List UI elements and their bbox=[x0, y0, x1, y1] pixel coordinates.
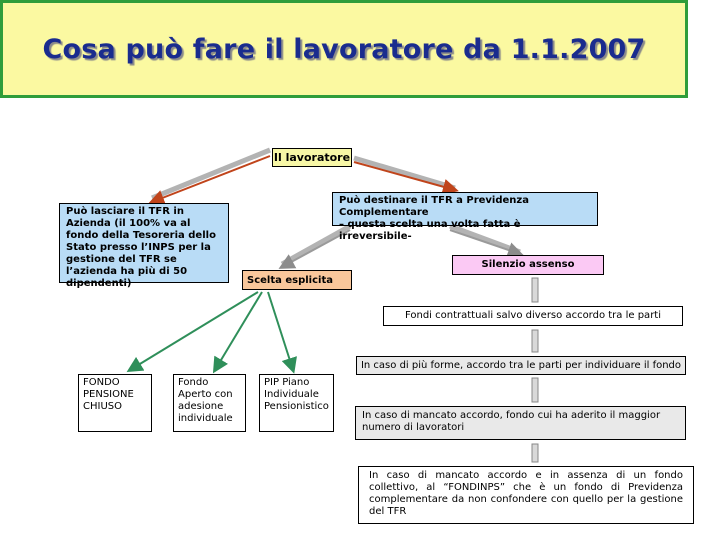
page-title: Cosa può fare il lavoratore da 1.1.2007 bbox=[42, 33, 646, 65]
node-lasciare-tfr: Può lasciare il TFR in Azienda (il 100% va al fondo della Tesoreria dello Stato presso l’INPS per la gestione del TFR se l’azienda ha più di 50 dipendenti) bbox=[59, 203, 229, 283]
arrow-fondi-to-forme bbox=[532, 330, 538, 352]
node-fondo-aperto: Fondo Aperto con adesione individuale bbox=[173, 374, 246, 432]
arrow-forme-to-mancato bbox=[532, 378, 538, 402]
node-scelta-esplicita: Scelta esplicita bbox=[242, 270, 352, 290]
node-piu-forme: In caso di più forme, accordo tra le parti per individuare il fondo bbox=[356, 356, 686, 375]
arrow-lavoratore-to-azienda bbox=[152, 150, 270, 198]
node-pip: PIP Piano Individuale Pensionistico bbox=[259, 374, 334, 432]
node-fondinps: In caso di mancato accordo e in assenza di un fondo collettivo, al “FONDINPS” che è un fondo di Previdenza complementare da non confondere con quello per la gestione del TFR bbox=[358, 466, 694, 524]
destinare-tfr-line1: Può destinare il TFR a Previdenza Complementare bbox=[339, 195, 529, 218]
node-lavoratore: Il lavoratore bbox=[272, 148, 352, 167]
arrow-scelta-to-pip bbox=[268, 292, 293, 370]
node-destinare-tfr bbox=[332, 192, 598, 242]
arrow-lavoratore-to-previdenza bbox=[354, 158, 455, 188]
arrow-silenzio-to-fondi bbox=[532, 278, 538, 302]
node-fondi-contrattuali: Fondi contrattuali salvo diverso accordo tra le parti bbox=[383, 306, 683, 326]
node-mancato-accordo: In caso di mancato accordo, fondo cui ha aderito il maggior numero di lavoratori bbox=[355, 406, 686, 440]
node-fondo-chiuso: FONDO PENSIONE CHIUSO bbox=[78, 374, 152, 432]
destinare-tfr-line2: – questa scelta una volta fatta è irreversibile- bbox=[339, 219, 521, 242]
arrow-mancato-to-fondinps bbox=[532, 444, 538, 462]
node-silenzio-assenso: Silenzio assenso bbox=[452, 255, 604, 275]
